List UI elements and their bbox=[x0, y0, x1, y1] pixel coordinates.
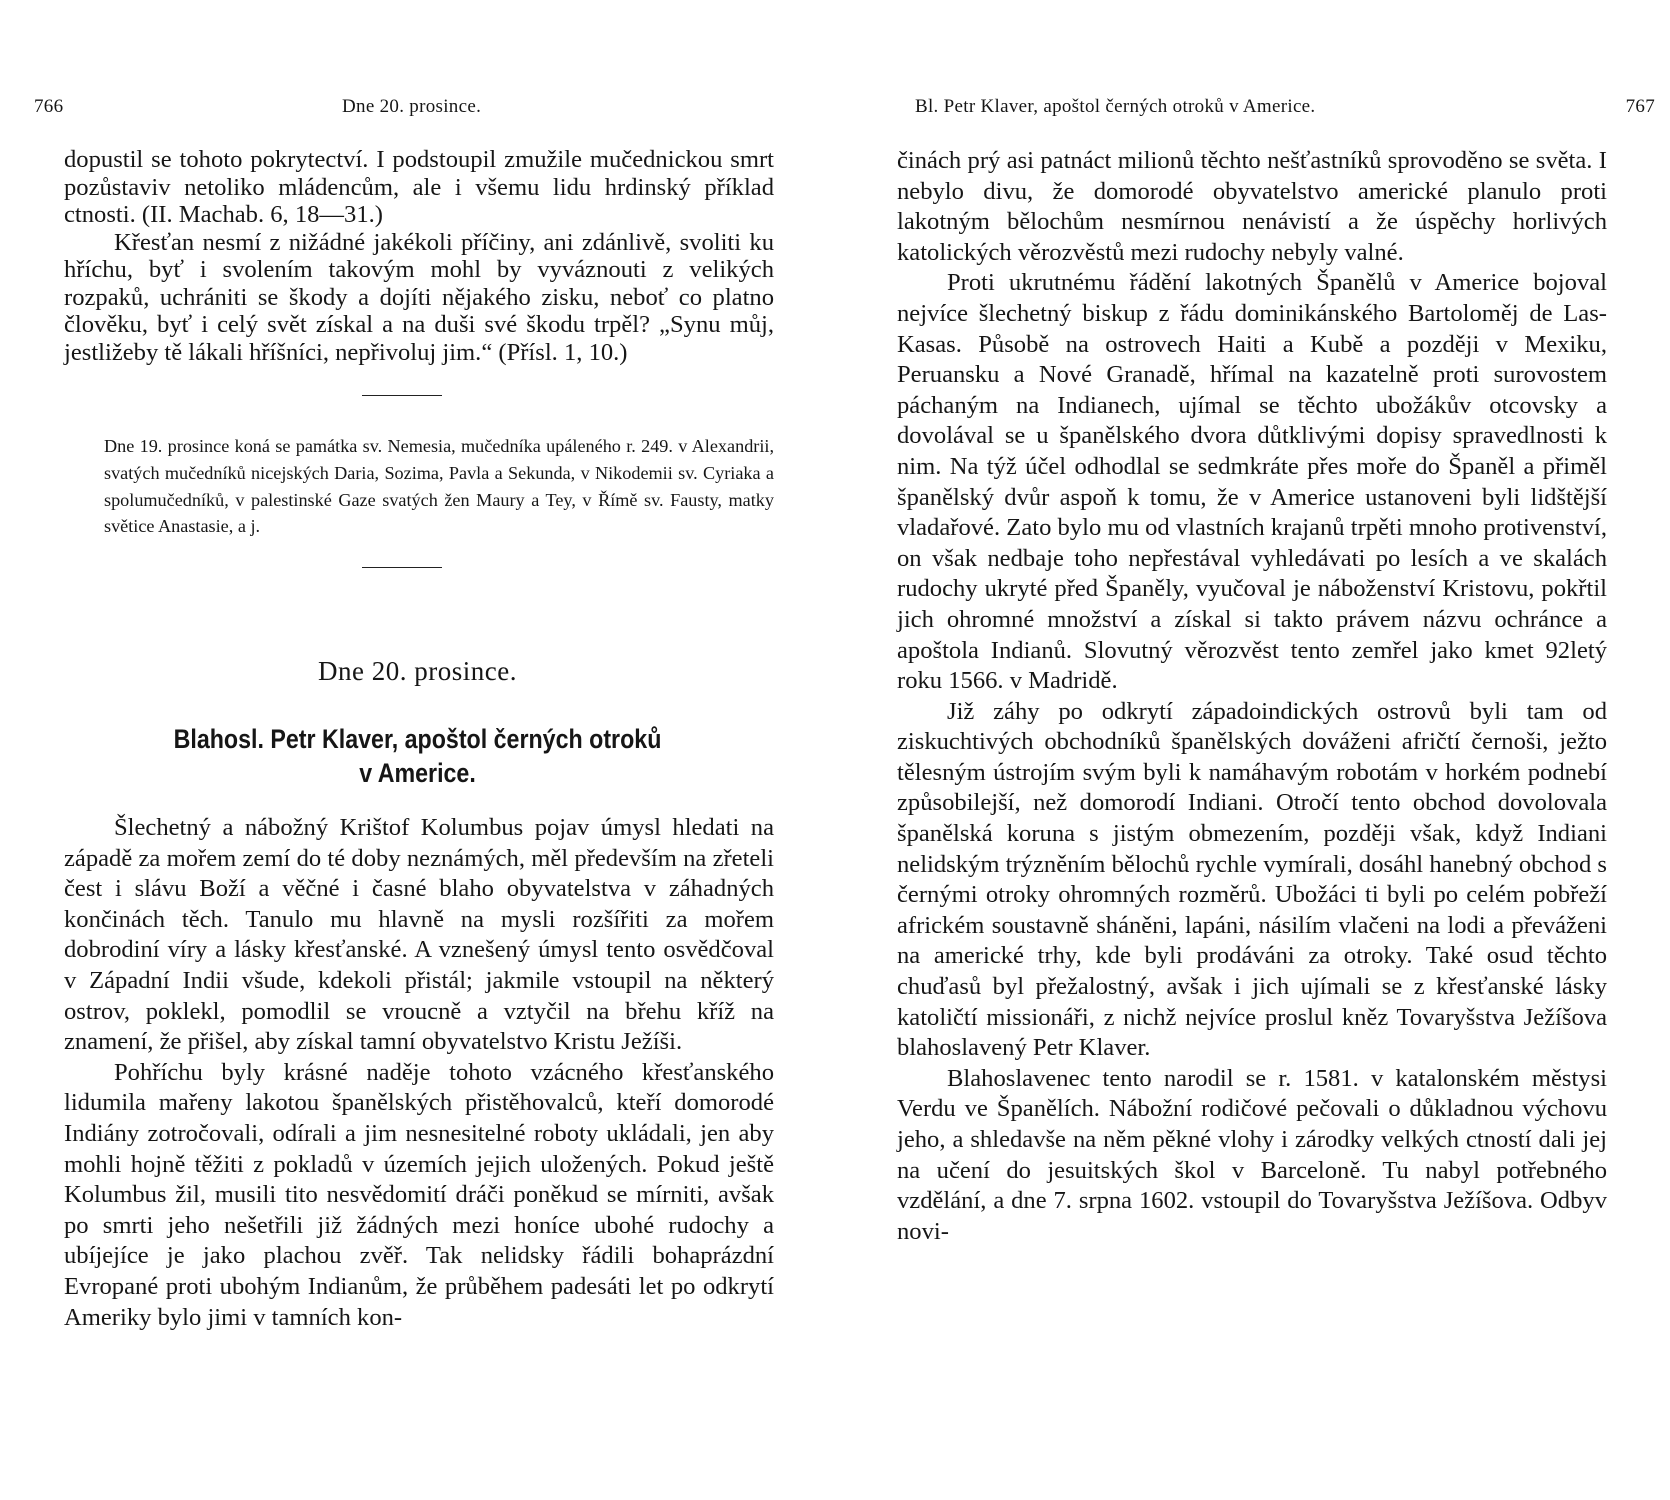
right-page-number: 767 bbox=[1625, 96, 1655, 117]
paragraph: činách prý asi patnáct milionů těchto nešťastníků sprovoděno se světa. I nebylo divu, že domorodé obyvatelstvo americké planulo proti lakotným bělochům nesmírnou nenávistí a že úspěchy horlivých katolických věrozvěstů mezi rudochy nebyly valné. bbox=[897, 147, 1607, 266]
paragraph: dopustil se tohoto pokrytectví. I podstoupil zmužile mučednickou smrt pozůstaviv netoliko mládencům, ale i všemu lidu hrdinský příklad ctnosti. (II. Machab. 6, 18—31.) bbox=[64, 146, 774, 228]
left-running-head bbox=[34, 96, 794, 122]
paragraph: Křesťan nesmí z nižádné jakékoli příčiny, ani zdánlivě, svoliti ku hříchu, byť i svolením takovým mohl by vyváznouti z velikých rozpaků, uchrániti se škody a dojíti nějakého zisku, neboť co platno člověku, byť i celý svět získal a na duši své škodu trpěl? „Synu můj, jestližeby tě lákali hříšníci, nepřivoluj jim.“ (Přísl. 1, 10.) bbox=[64, 228, 774, 366]
right-running-head bbox=[895, 96, 1655, 122]
left-body-text bbox=[64, 813, 774, 1333]
paragraph: Blahoslavenec tento narodil se r. 1581. v katalonském městysi Verdu ve Španělích. Nábožní rodičové pečovali o důkladnou výchovu jeho, a shledavše na něm pěkné vlohy i zárodky velkých ctností dali jej na učení do jesuitských škol v Barceloně. Tu nabyl potřebného vzdělání, a dne 7. srpna 1602. vstoupil do Tovaryšstva Ježíšova. Odbyv novi- bbox=[897, 1064, 1607, 1245]
paragraph: Již záhy po odkrytí západoindických ostrovů byli tam od ziskuchtivých obchodníků španělských dováženi afričtí černoši, ježto tělesným ústrojím svým byli k namáhavým robotám v horkém podnebí způsobilejší, než domorodí Indiani. Otročí tento obchod dovolovala španělská koruna s jistým obmezením, později však, když Indiani nelidským trýzněním bělochů rychle vymírali, dosáhl hanebný obchod s černými otroky ohromných rozměrů. Ubožáci ti byli po celém pobřeží africkém soustavně sháněni, lapáni, násilím vlačeni na lodi a převáženi na americké trhy, kde byli prodáváni za otroky. Také osud těchto chuďasů byl přežalostný, avšak i jich ujímali se z křesťanské lásky katoličtí missionáři, z nichž nejvíce proslul kněz Tovaryšstva Ježíšova blahoslavený Petr Klaver. bbox=[897, 697, 1607, 1062]
paragraph: Šlechetný a nábožný Krištof Kolumbus pojav úmysl hledati na západě za mořem zemí do té doby neznámých, měl především na zřeteli čest i slávu Boží a věčné i časné blaho obyvatelstva v záhadných končinách těch. Tanulo mu hlavně na mysli rozšířiti za mořem dobrodiní víry a lásky křesťanské. A vznešený úmysl tento osvědčoval v Západní Indii všude, kdekoli přistál; jakmile vstoupil na některý ostrov, poklekl, pomodlil se vroucně a vztyčil na břehu kříž na znamení, že přišel, aby získal tamní obyvatelstvo Kristu Ježíši. bbox=[64, 814, 774, 1056]
right-page bbox=[835, 0, 1670, 1500]
section-title-line: Blahosl. Petr Klaver, apoštol černých otroků bbox=[173, 724, 662, 754]
section-title bbox=[58, 722, 776, 790]
section-date-heading: Dne 20. prosince. bbox=[318, 656, 517, 686]
right-running-title: Bl. Petr Klaver, apoštol černých otroků v Americe. bbox=[915, 96, 1316, 117]
separator-rule bbox=[362, 567, 442, 568]
right-body-text bbox=[897, 146, 1607, 1247]
left-top-text bbox=[64, 146, 774, 366]
paragraph: Proti ukrutnému řádění lakotných Španělů v Americe bojoval nejvíce šlechetný biskup z řádu dominikánského Bartoloměj de Las-Kasas. Působě na ostrovech Haiti a Kubě a později v Mexiku, Peruansku a Nové Granadě, hřímal na kazatelně proti surovostem páchaným na Indianech, ujímal se těchto ubožákův otcovsky a dovolával se u španělského dvora důtklivými dopisy spravedlnosti k nim. Na týž účel odhodlal se sedmkráte přes moře do Španěl a přiměl španělský dvůr aspoň k tomu, že v Americe ustanoveni byli lidštější vladařové. Zato bylo mu od vlastních krajanů trpěti mnoho protivenství, on však nedbaje toho nepřestával vyhledávati po lesích a ve skalách rudochy ukryté před Španěly, vyučoval je náboženství Kristovu, pokřtil jich ohromné množství a získal si takto právem názvu ochránce a apoštola Indianů. Slovutný věrozvěst tento zemřel jako kmet 92letý roku 1566. v Madridě. bbox=[897, 269, 1607, 695]
left-page-number: 766 bbox=[34, 96, 64, 117]
section-title-line: v Americe. bbox=[359, 758, 476, 788]
separator-rule bbox=[362, 395, 442, 396]
left-running-title: Dne 20. prosince. bbox=[342, 96, 482, 117]
paragraph: Pohříchu byly krásné naděje tohoto vzácného křesťanského lidumila mařeny lakotou španělských přistěhovalců, kteří domorodé Indiány zotročovali, odírali a jim nesnesitelné roboty ukládali, jen aby mohli hojně těžiti z pokladů v územích jejich uložených. Pokud ještě Kolumbus žil, musili tito nesvědomití dráči poněkud se mírniti, avšak po smrti jeho nešetřili již žádných mezi honíce ubohé rudochy a ubíjejíce je jako plachou zvěř. Tak nelidsky řádili bohaprázdní Evropané proti ubohým Indianům, že průběhem padesáti let po odkrytí Ameriky bylo jimi v tamních kon- bbox=[64, 1058, 774, 1331]
note-text: Dne 19. prosince koná se památka sv. Nemesia, mučedníka upáleného r. 249. v Alexandrii, svatých mučedníků nicejských Daria, Sozima, Pavla a Sekunda, v Nikodemii sv. Cyriaka a spolumučedníků, v palestinské Gaze svatých žen Maury a Tey, v Římě sv. Fausty, matky světice Anastasie, a j. bbox=[104, 436, 774, 537]
commemoration-note bbox=[104, 433, 774, 540]
